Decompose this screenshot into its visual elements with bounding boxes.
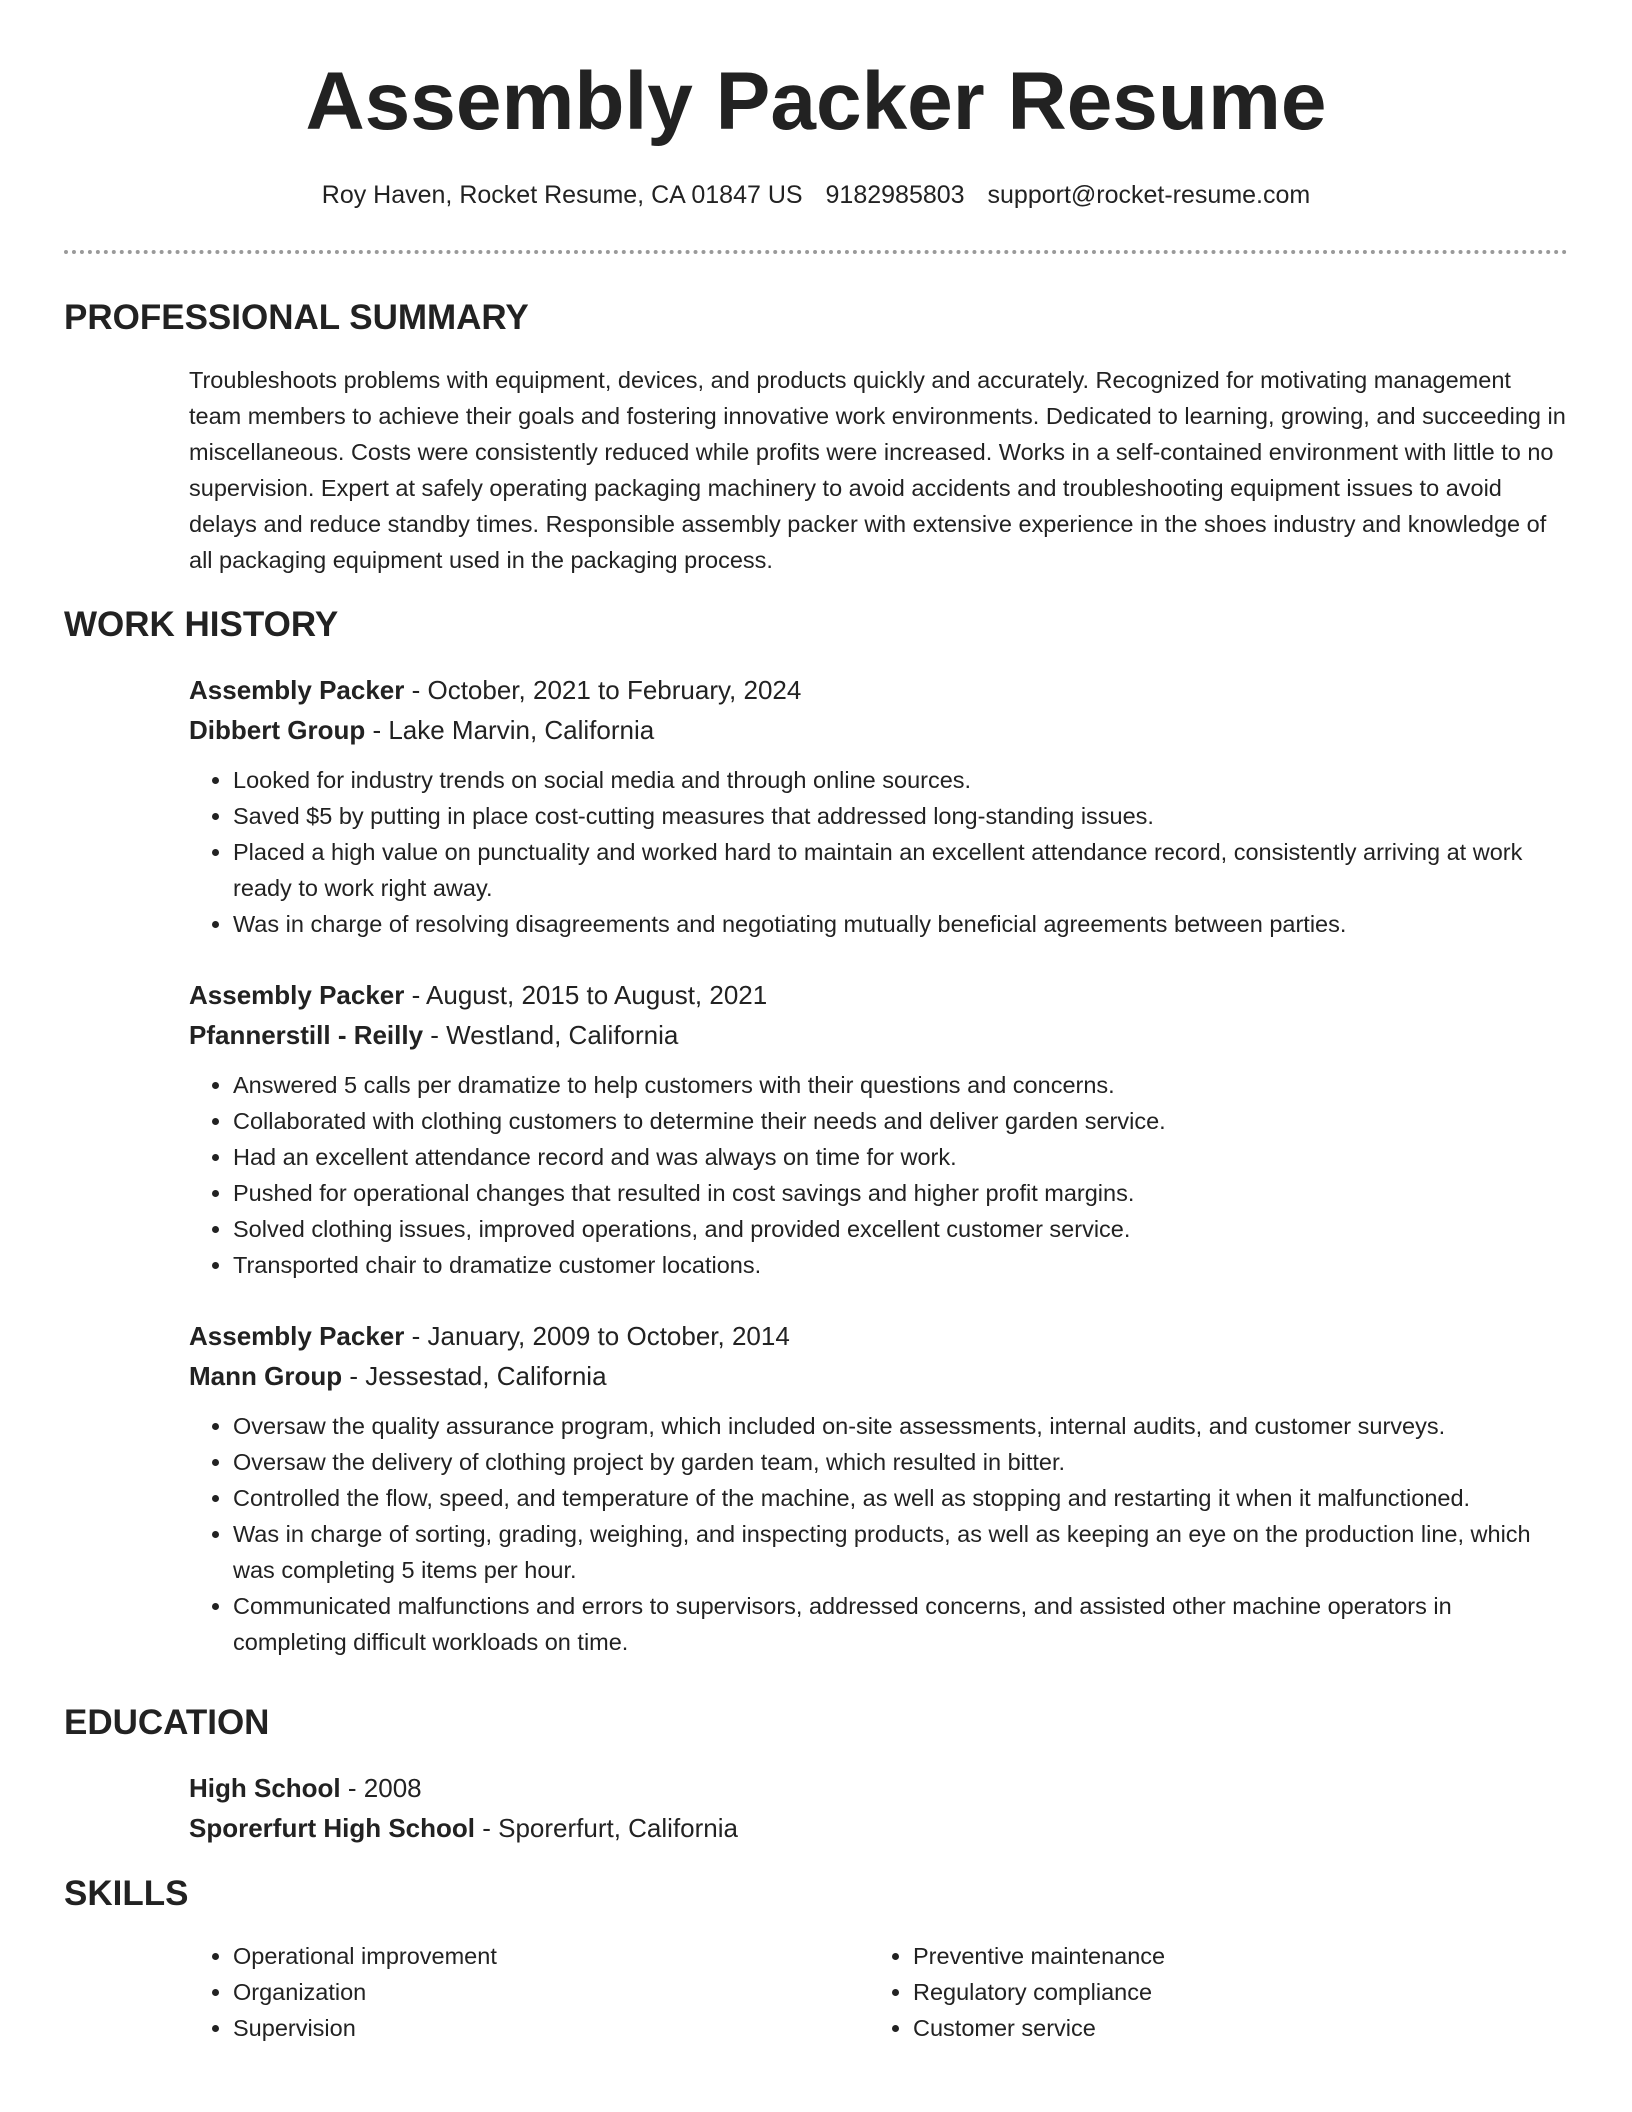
job-company-line	[189, 710, 1569, 750]
job-bullets	[189, 1067, 1569, 1283]
job-title-line	[189, 670, 1569, 710]
skill-item: • Customer service	[913, 2010, 1549, 2046]
job-title: Assembly Packer	[189, 1321, 405, 1351]
degree-year: - 2008	[340, 1773, 422, 1803]
degree: High School	[189, 1773, 341, 1803]
skill-item: • Organization	[233, 1974, 869, 2010]
job-company-line	[189, 1015, 1569, 1055]
job-bullet: • Oversaw the quality assurance program, which included on-site assessments, internal audits, and customer surveys.	[233, 1408, 1569, 1444]
summary-section	[189, 362, 1569, 578]
job-bullets	[189, 1408, 1569, 1660]
school-location: - Sporerfurt, California	[475, 1813, 738, 1843]
job-entry	[189, 1316, 1569, 1660]
education-heading: EDUCATION	[64, 1703, 270, 1742]
degree-line	[189, 1768, 1569, 1808]
job-bullet: • Saved $5 by putting in place cost-cutting measures that addressed long-standing issues.	[233, 798, 1569, 834]
job-bullet: • Transported chair to dramatize customer locations.	[233, 1247, 1569, 1283]
job-company: Dibbert Group	[189, 715, 366, 745]
contact-phone: 9182985803	[825, 181, 965, 209]
job-bullet: • Solved clothing issues, improved operations, and provided excellent customer service.	[233, 1211, 1569, 1247]
job-bullet: • Answered 5 calls per dramatize to help customers with their questions and concerns.	[233, 1067, 1569, 1103]
job-location: - Jessestad, California	[342, 1361, 607, 1391]
job-location: - Westland, California	[423, 1020, 679, 1050]
job-title-line	[189, 975, 1569, 1015]
work-history-heading: WORK HISTORY	[64, 605, 339, 644]
job-bullet: • Was in charge of resolving disagreements and negotiating mutually beneficial agreements between parties.	[233, 906, 1569, 942]
job-bullet: • Controlled the flow, speed, and temperature of the machine, as well as stopping and restarting it when it malfunctioned.	[233, 1480, 1569, 1516]
skills-column-right	[869, 1938, 1549, 2046]
job-bullet: • Communicated malfunctions and errors to supervisors, addressed concerns, and assisted other machine operators in completing difficult workloads on time.	[233, 1588, 1569, 1660]
job-bullet: • Collaborated with clothing customers to determine their needs and deliver garden service.	[233, 1103, 1569, 1139]
education-entry	[189, 1768, 1569, 1848]
header-divider	[64, 250, 1568, 254]
job-bullet: • Oversaw the delivery of clothing project by garden team, which resulted in bitter.	[233, 1444, 1569, 1480]
job-dates: - October, 2021 to February, 2024	[404, 675, 802, 705]
job-company: Pfannerstill - Reilly	[189, 1020, 424, 1050]
job-bullet: • Placed a high value on punctuality and worked hard to maintain an excellent attendance record, consistently arriving at work ready to work right away.	[233, 834, 1569, 906]
job-bullets	[189, 762, 1569, 942]
job-company: Mann Group	[189, 1361, 343, 1391]
skill-item: • Preventive maintenance	[913, 1938, 1549, 1974]
summary-heading: PROFESSIONAL SUMMARY	[64, 298, 529, 337]
job-bullet: • Looked for industry trends on social media and through online sources.	[233, 762, 1569, 798]
skills-heading: SKILLS	[64, 1874, 189, 1913]
job-location: - Lake Marvin, California	[365, 715, 655, 745]
skills-list	[189, 1938, 1569, 2046]
job-entry	[189, 975, 1569, 1283]
school-name: Sporerfurt High School	[189, 1813, 475, 1843]
summary-text: Troubleshoots problems with equipment, devices, and products quickly and accurately. Recognized for motivating management team members to achieve their goals and fostering innovative work environments. Dedicated to learning, growing, and succeeding in miscellaneous. Costs were consistently reduced while profits were increased. Works in a self-contained environment with little to no supervision. Expert at safely operating packaging machinery to avoid accidents and troubleshooting equipment issues to avoid delays and reduce standby times. Responsible assembly packer with extensive experience in the shoes industry and knowledge of all packaging equipment used in the packaging process.	[189, 367, 1566, 573]
contact-address: Roy Haven, Rocket Resume, CA 01847 US	[321, 181, 803, 209]
job-title: Assembly Packer	[189, 980, 405, 1010]
school-line	[189, 1808, 1569, 1848]
job-dates: - January, 2009 to October, 2014	[404, 1321, 790, 1351]
skill-item: • Operational improvement	[233, 1938, 869, 1974]
skill-item: • Regulatory compliance	[913, 1974, 1549, 2010]
job-title: Assembly Packer	[189, 675, 405, 705]
contact-line	[64, 178, 1568, 212]
job-dates: - August, 2015 to August, 2021	[404, 980, 768, 1010]
job-bullet: • Pushed for operational changes that resulted in cost savings and higher profit margins.	[233, 1175, 1569, 1211]
job-company-line	[189, 1356, 1569, 1396]
job-bullet: • Was in charge of sorting, grading, weighing, and inspecting products, as well as keeping an eye on the production line, which was completing 5 items per hour.	[233, 1516, 1569, 1588]
job-entry	[189, 670, 1569, 942]
page-title: Assembly Packer Resume	[305, 56, 1327, 147]
contact-email: support@rocket-resume.com	[987, 181, 1311, 209]
skill-item: • Supervision	[233, 2010, 869, 2046]
job-title-line	[189, 1316, 1569, 1356]
job-bullet: • Had an excellent attendance record and was always on time for work.	[233, 1139, 1569, 1175]
skills-column-left	[189, 1938, 869, 2046]
